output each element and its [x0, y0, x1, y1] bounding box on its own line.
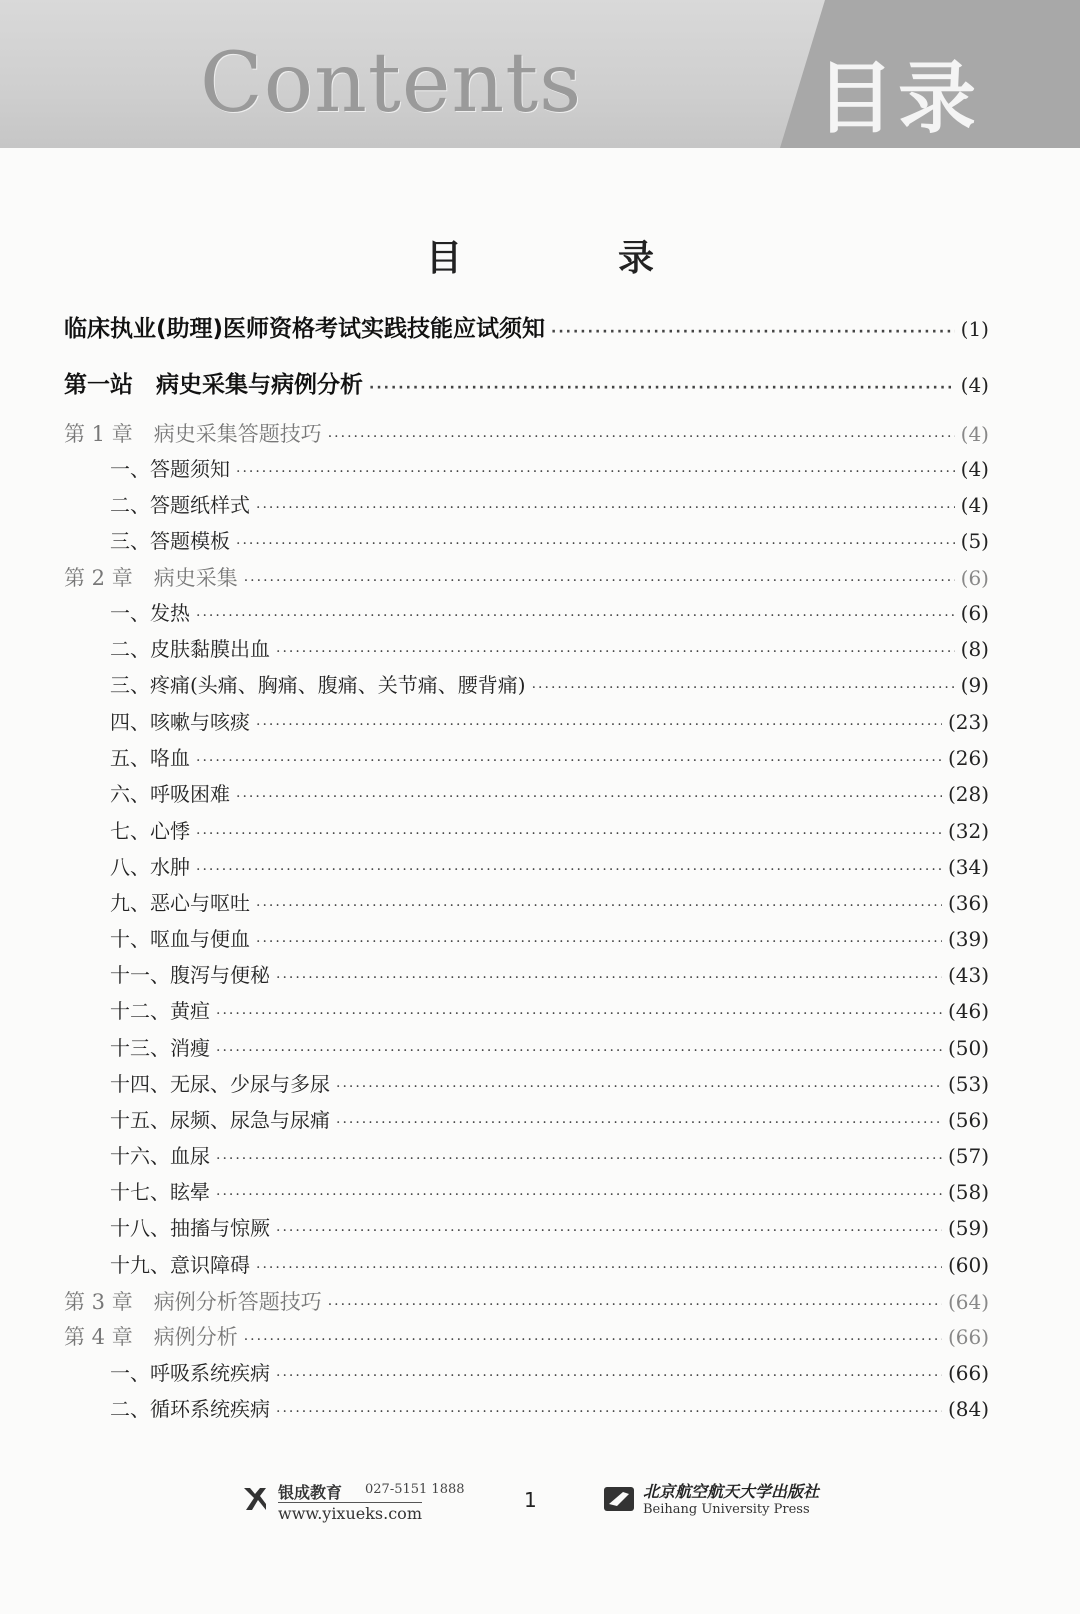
- toc-entry: [64, 1104, 989, 1133]
- toc-entry: [64, 887, 989, 916]
- toc-entry: [64, 525, 989, 554]
- toc-entry-page: (9): [960, 673, 989, 697]
- toc-entry-page: (43): [947, 963, 989, 987]
- toc-leader-dots: [196, 608, 955, 624]
- toc-entry-page: (50): [947, 1036, 989, 1060]
- toc-leader-dots: [216, 1043, 942, 1059]
- toc-leader-dots: [328, 1297, 942, 1313]
- toc-entry-page: (32): [947, 819, 989, 843]
- toc-leader-dots: [336, 1115, 942, 1131]
- toc-leader-dots: [216, 1006, 942, 1022]
- toc-entry-label: 十二、黄疸: [110, 999, 210, 1023]
- toc-entry: [64, 815, 989, 844]
- toc-entry: [64, 1249, 989, 1278]
- toc-entry: [64, 995, 989, 1024]
- toc-leader-dots: [244, 573, 955, 589]
- toc-entry-page: (53): [947, 1072, 989, 1096]
- toc-entry-label: 二、皮肤黏膜出血: [110, 637, 270, 661]
- banner-chinese-title: 目录: [815, 54, 980, 144]
- toc-entry-page: (34): [947, 855, 989, 879]
- toc-entry: [64, 1286, 989, 1316]
- toc-entry-label: 三、疼痛(头痛、胸痛、腹痛、关节痛、腰背痛): [110, 673, 526, 697]
- toc-entry-page: (4): [960, 373, 989, 397]
- toc-entry: [64, 1321, 989, 1351]
- toc-entry-page: (6): [960, 566, 989, 590]
- toc-entry: [64, 489, 989, 518]
- toc-entry-label: 八、水肿: [110, 855, 190, 879]
- toc-entry: [64, 633, 989, 662]
- toc-leader-dots: [276, 1404, 942, 1420]
- toc-leader-dots: [532, 680, 955, 696]
- toc-entry-label: 十八、抽搐与惊厥: [110, 1216, 270, 1240]
- toc-entry-page: (26): [947, 746, 989, 770]
- toc-entry-label: 一、呼吸系统疾病: [110, 1361, 270, 1385]
- toc-entry-label: 九、恶心与呕吐: [110, 891, 250, 915]
- toc-title: 目 录: [425, 238, 714, 279]
- toc-leader-dots: [236, 536, 955, 552]
- toc-leader-dots: [196, 826, 942, 842]
- toc-entry: [64, 778, 989, 807]
- toc-entry-label: 一、发热: [110, 601, 190, 625]
- toc-entry-page: (64): [947, 1290, 989, 1314]
- toc-entry-label: 十四、无尿、少尿与多尿: [110, 1072, 330, 1096]
- toc-leader-dots: [369, 380, 955, 396]
- toc-entry-page: (66): [947, 1325, 989, 1349]
- footer: [0, 1478, 1080, 1538]
- toc-leader-dots: [328, 429, 955, 445]
- toc-entry: [64, 418, 989, 448]
- toc-leader-dots: [196, 753, 942, 769]
- toc-leader-dots: [196, 862, 942, 878]
- toc-entry-page: (5): [960, 529, 989, 553]
- toc-entry-label: 十一、腹泻与便秘: [110, 963, 270, 987]
- toc-entry: [64, 1212, 989, 1241]
- toc-entry-label: 二、循环系统疾病: [110, 1397, 270, 1421]
- toc-leader-dots: [276, 644, 955, 660]
- toc-leader-dots: [236, 789, 942, 805]
- toc-entry-label: 临床执业(助理)医师资格考试实践技能应试须知: [64, 316, 546, 342]
- toc-entry-label: 十七、眩晕: [110, 1180, 210, 1204]
- toc-entry: [64, 562, 989, 592]
- toc-entry: [64, 706, 989, 735]
- toc-entry-page: (4): [960, 457, 989, 481]
- toc-leader-dots: [216, 1151, 942, 1167]
- toc-entry: [64, 1140, 989, 1169]
- toc-leader-dots: [551, 324, 955, 340]
- toc-entry-page: (46): [947, 999, 989, 1023]
- toc-leader-dots: [276, 1368, 942, 1384]
- toc-entry: [64, 366, 989, 399]
- toc-entry-label: 十、呕血与便血: [110, 927, 250, 951]
- toc-entry-label: 十九、意识障碍: [110, 1253, 250, 1277]
- toc-entry-label: 五、咯血: [110, 746, 190, 770]
- toc-entry-label: 十六、血尿: [110, 1144, 210, 1168]
- toc-leader-dots: [256, 934, 942, 950]
- toc-entry-label: 第 3 章 病例分析答题技巧: [64, 1290, 322, 1314]
- toc-leader-dots: [236, 464, 955, 480]
- toc-entry: [64, 959, 989, 988]
- toc-entry: [64, 851, 989, 880]
- toc-entry-label: 十五、尿频、尿急与尿痛: [110, 1108, 330, 1132]
- toc-leader-dots: [336, 1079, 942, 1095]
- toc-entry-label: 四、咳嗽与咳痰: [110, 710, 250, 734]
- right-publisher-name-en: Beihang University Press: [643, 1502, 810, 1517]
- yincheng-logo-icon: [242, 1484, 268, 1514]
- toc-entry-page: (36): [947, 891, 989, 915]
- toc-entry-page: (58): [947, 1180, 989, 1204]
- toc-entry-label: 六、呼吸困难: [110, 782, 230, 806]
- toc-entry-page: (57): [947, 1144, 989, 1168]
- toc-entry-label: 三、答题模板: [110, 529, 230, 553]
- page-number: 1: [524, 1488, 537, 1512]
- toc-entry-page: (60): [947, 1253, 989, 1277]
- toc-entry: [64, 1393, 989, 1422]
- toc-entry: [64, 310, 989, 343]
- toc-entry-page: (39): [947, 927, 989, 951]
- left-publisher-url: www.yixueks.com: [278, 1504, 422, 1523]
- left-publisher-phone: 027-5151 1888: [365, 1482, 465, 1497]
- toc-entry-label: 第 4 章 病例分析: [64, 1325, 238, 1349]
- toc-entry: [64, 597, 989, 626]
- toc-entry-label: 十三、消瘦: [110, 1036, 210, 1060]
- right-publisher-name: 北京航空航天大学出版社: [643, 1482, 820, 1501]
- toc-leader-dots: [256, 898, 942, 914]
- toc-entry-label: 一、答题须知: [110, 457, 230, 481]
- toc-leader-dots: [244, 1332, 942, 1348]
- left-publisher-name: 银成教育: [278, 1483, 343, 1502]
- toc-entry: [64, 669, 989, 698]
- toc-leader-dots: [256, 1260, 942, 1276]
- toc-entry-page: (1): [960, 317, 989, 341]
- toc-entry-page: (4): [960, 422, 989, 446]
- toc-entry: [64, 923, 989, 952]
- toc-entry: [64, 1357, 989, 1386]
- toc-entry-page: (23): [947, 710, 989, 734]
- toc-leader-dots: [276, 1223, 942, 1239]
- toc-entry: [64, 1176, 989, 1205]
- toc-entry-page: (56): [947, 1108, 989, 1132]
- toc-entry-label: 第 1 章 病史采集答题技巧: [64, 422, 322, 446]
- toc-entry-page: (59): [947, 1216, 989, 1240]
- beihang-press-logo-icon: [603, 1486, 635, 1512]
- toc-entry-page: (4): [960, 493, 989, 517]
- header-banner: [0, 0, 1080, 148]
- toc-entry-page: (28): [947, 782, 989, 806]
- toc-entry: [64, 453, 989, 482]
- toc-entry: [64, 1068, 989, 1097]
- toc-entry-page: (6): [960, 601, 989, 625]
- toc-entry-label: 七、心悸: [110, 819, 190, 843]
- toc-entry-page: (66): [947, 1361, 989, 1385]
- toc-leader-dots: [256, 500, 955, 516]
- toc-entry: [64, 742, 989, 771]
- toc-entry-label: 第 2 章 病史采集: [64, 566, 238, 590]
- toc-entry-label: 二、答题纸样式: [110, 493, 250, 517]
- toc-leader-dots: [216, 1187, 942, 1203]
- toc-entry: [64, 1032, 989, 1061]
- toc-entry-page: (8): [960, 637, 989, 661]
- toc-entry-label: 第一站 病史采集与病例分析: [64, 372, 363, 398]
- toc-leader-dots: [256, 717, 942, 733]
- toc-leader-dots: [276, 970, 942, 986]
- banner-english-title: Contents: [200, 36, 583, 131]
- toc-entry-page: (84): [947, 1397, 989, 1421]
